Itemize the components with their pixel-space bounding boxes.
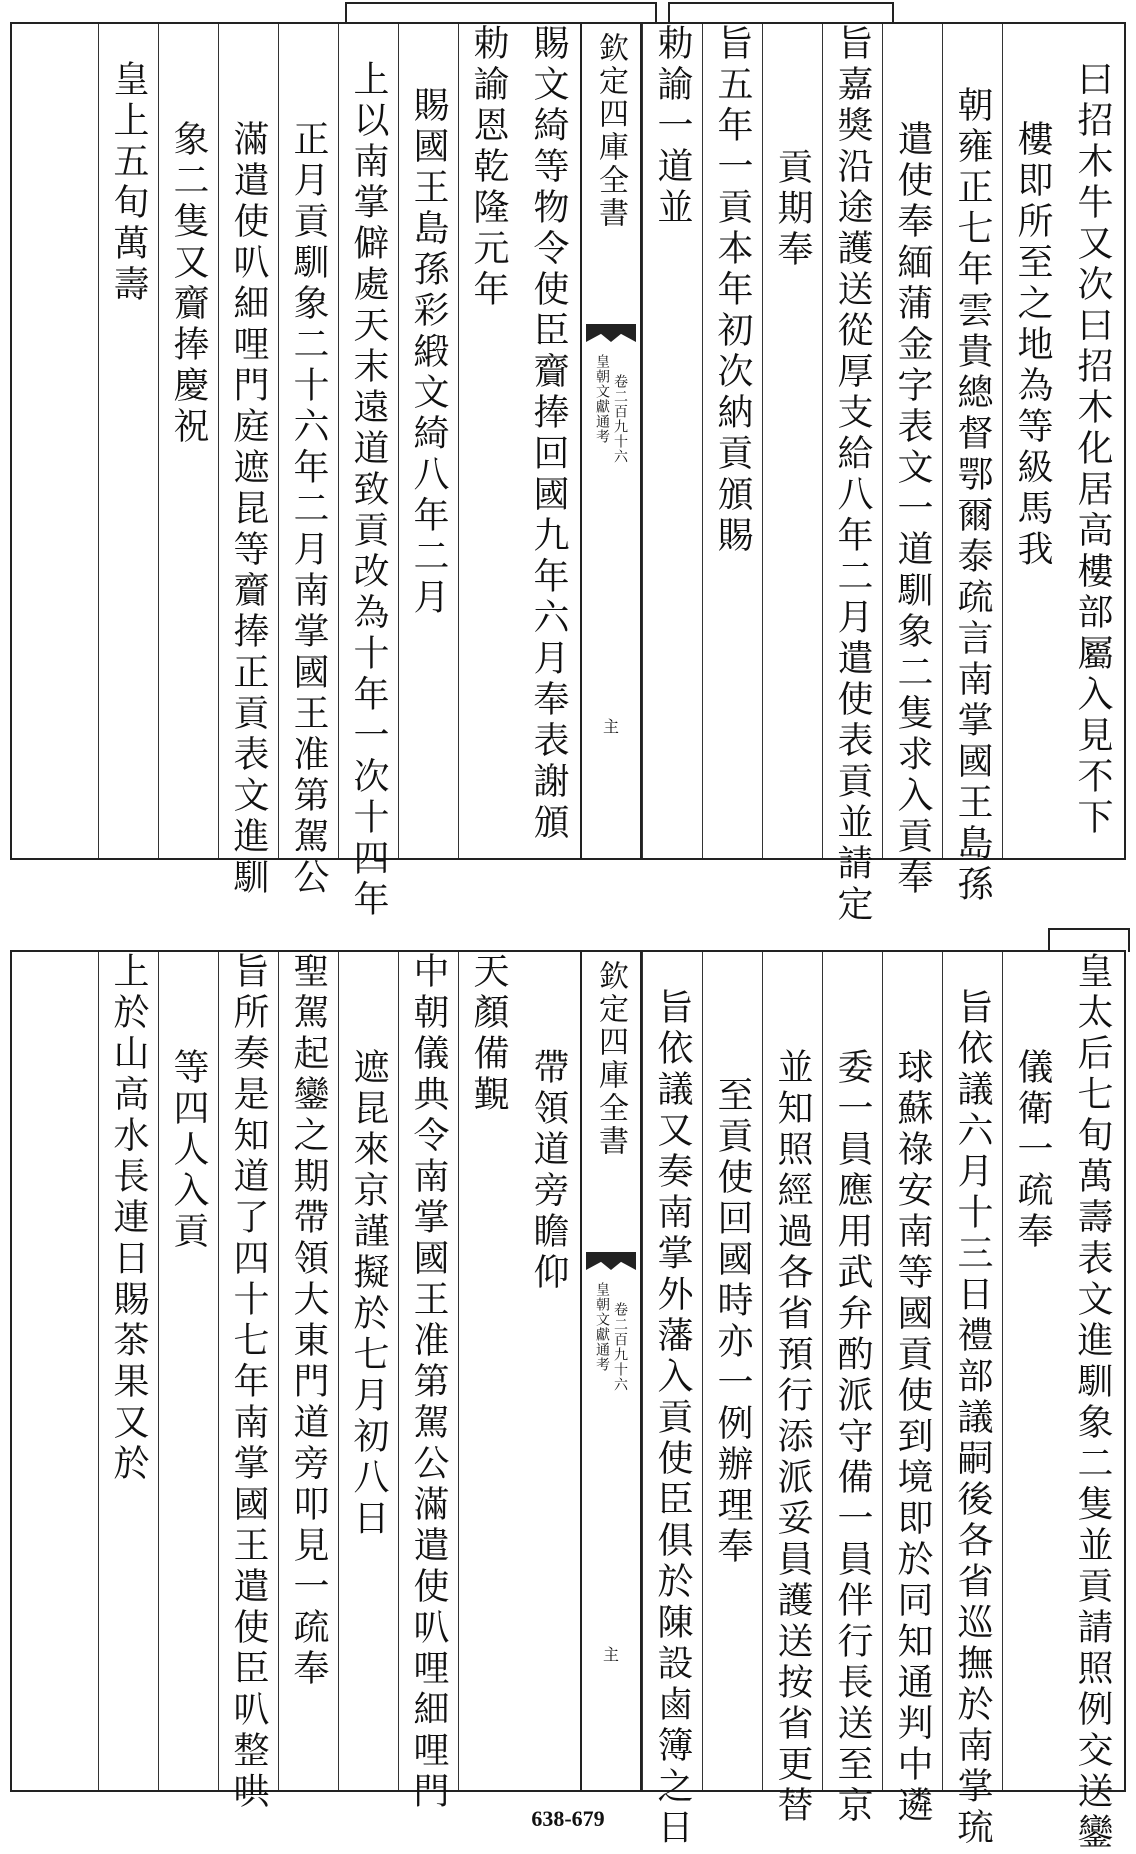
gutter-volume: 卷二百九十六 xyxy=(612,374,628,464)
text-column xyxy=(642,952,702,1849)
bottom-tab-right xyxy=(1048,928,1130,952)
center-gutter xyxy=(580,24,642,858)
text-column xyxy=(218,24,278,899)
text-column xyxy=(1002,24,1062,858)
text-column xyxy=(158,24,218,858)
column-text: 賜文綺等物令使臣齎捧回國九年六月奉表謝頒 xyxy=(528,24,569,844)
column-text: 儀衛一疏奉 xyxy=(1012,1048,1053,1253)
column-text: 球蘇祿安南等國貢使到境即於同知通判中遴 xyxy=(892,1048,933,1827)
column-text: 曰招木牛又次曰招木化居高樓部屬入見不下 xyxy=(1072,60,1113,839)
column-text: 委一員應用武弁酌派守備一員伴行長送至京 xyxy=(832,1048,873,1827)
text-column xyxy=(642,24,702,858)
column-text: 皇太后七旬萬壽表文進馴象二隻並貢請照例交送鑾 xyxy=(1072,952,1113,1854)
text-column xyxy=(702,24,762,858)
column-text: 帶領道旁瞻仰 xyxy=(528,1048,569,1294)
text-column xyxy=(338,952,398,1790)
gutter-source-title: 皇朝文獻通考 xyxy=(594,1282,610,1372)
text-column xyxy=(518,952,578,1790)
text-column xyxy=(338,24,398,921)
text-column xyxy=(942,24,1002,906)
text-column xyxy=(158,952,218,1790)
center-gutter xyxy=(580,952,642,1790)
gutter-title: 欽定四庫全書 xyxy=(593,960,628,1158)
gutter-source-title: 皇朝文獻通考 xyxy=(594,354,610,444)
page-footer-number: 638-679 xyxy=(531,1806,605,1831)
column-text: 旨依議六月十三日禮部議嗣後各省巡撫於南掌琉 xyxy=(952,988,993,1849)
column-text: 貢期奉 xyxy=(772,148,813,271)
text-column xyxy=(942,952,1002,1849)
fish-tail-mark xyxy=(586,324,636,342)
text-column xyxy=(882,24,942,899)
gutter-page-number: 主 xyxy=(602,1645,619,1664)
column-text: 天顏備覲 xyxy=(468,952,509,1116)
column-text: 正月貢馴象二十六年二月南掌國王准第駕公 xyxy=(288,120,329,899)
column-text: 賜國王島孫彩緞文綺八年二月 xyxy=(408,86,449,619)
text-column xyxy=(702,952,762,1790)
text-column xyxy=(278,952,338,1790)
text-column xyxy=(218,952,278,1813)
column-text: 象二隻又齎捧慶祝 xyxy=(168,120,209,448)
fish-tail-mark xyxy=(586,1252,636,1270)
column-text: 中朝儀典令南掌國王准第駕公滿遣使叭哩細哩門 xyxy=(408,952,449,1813)
text-column xyxy=(822,952,882,1827)
column-text: 遮昆來京謹擬於七月初八日 xyxy=(348,1048,389,1540)
column-text: 勅諭恩乾隆元年 xyxy=(468,24,509,311)
text-column xyxy=(278,24,338,899)
column-text: 旨所奏是知道了四十七年南掌國王遣使臣叭整哄 xyxy=(228,952,269,1813)
column-text: 等四人入貢 xyxy=(168,1048,209,1253)
column-text: 上以南掌僻處天末遠道致貢改為十年一次十四年 xyxy=(348,60,389,921)
text-column xyxy=(1062,952,1122,1854)
text-column xyxy=(398,952,458,1813)
text-column xyxy=(762,24,822,858)
text-column xyxy=(882,952,942,1827)
text-column xyxy=(1062,24,1122,858)
text-column xyxy=(98,24,158,858)
gutter-volume: 卷二百九十六 xyxy=(612,1302,628,1392)
text-column xyxy=(822,24,882,926)
top-page-frame xyxy=(10,22,1126,926)
text-column xyxy=(1002,952,1062,1790)
column-text: 勅諭一道並 xyxy=(652,24,693,229)
column-text: 上於山高水長連日賜茶果又於 xyxy=(108,952,149,1485)
column-text: 朝雍正七年雲貴總督鄂爾泰疏言南掌國王島孫 xyxy=(952,86,993,906)
column-text: 遣使奉緬蒲金字表文一道馴象二隻求入貢奉 xyxy=(892,120,933,899)
text-column xyxy=(458,24,518,858)
text-column xyxy=(98,952,158,1790)
column-text: 至貢使回國時亦一例辦理奉 xyxy=(712,1076,753,1568)
text-column xyxy=(458,952,518,1790)
column-text: 旨依議又奏南掌外藩入貢使臣俱於陳設鹵簿之日 xyxy=(652,988,693,1849)
column-text: 皇上五旬萬壽 xyxy=(108,60,149,306)
column-text: 聖駕起鑾之期帶領大東門道旁叩見一疏奉 xyxy=(288,952,329,1690)
gutter-title: 欽定四庫全書 xyxy=(593,32,628,230)
column-text: 旨五年一貢本年初次納貢頒賜 xyxy=(712,24,753,557)
text-column xyxy=(762,952,822,1827)
column-text: 旨嘉獎沿途護送從厚支給八年二月遣使表貢並請定 xyxy=(832,24,873,926)
text-column xyxy=(398,24,458,858)
gutter-page-number: 主 xyxy=(602,717,619,736)
text-column xyxy=(518,24,578,858)
column-text: 滿遣使叭細哩門庭遮昆等齎捧正貢表文進馴 xyxy=(228,120,269,899)
column-text: 樓即所至之地為等級馬我 xyxy=(1012,120,1053,571)
column-text: 並知照經過各省預行添派妥員護送按省更替 xyxy=(772,1048,813,1827)
